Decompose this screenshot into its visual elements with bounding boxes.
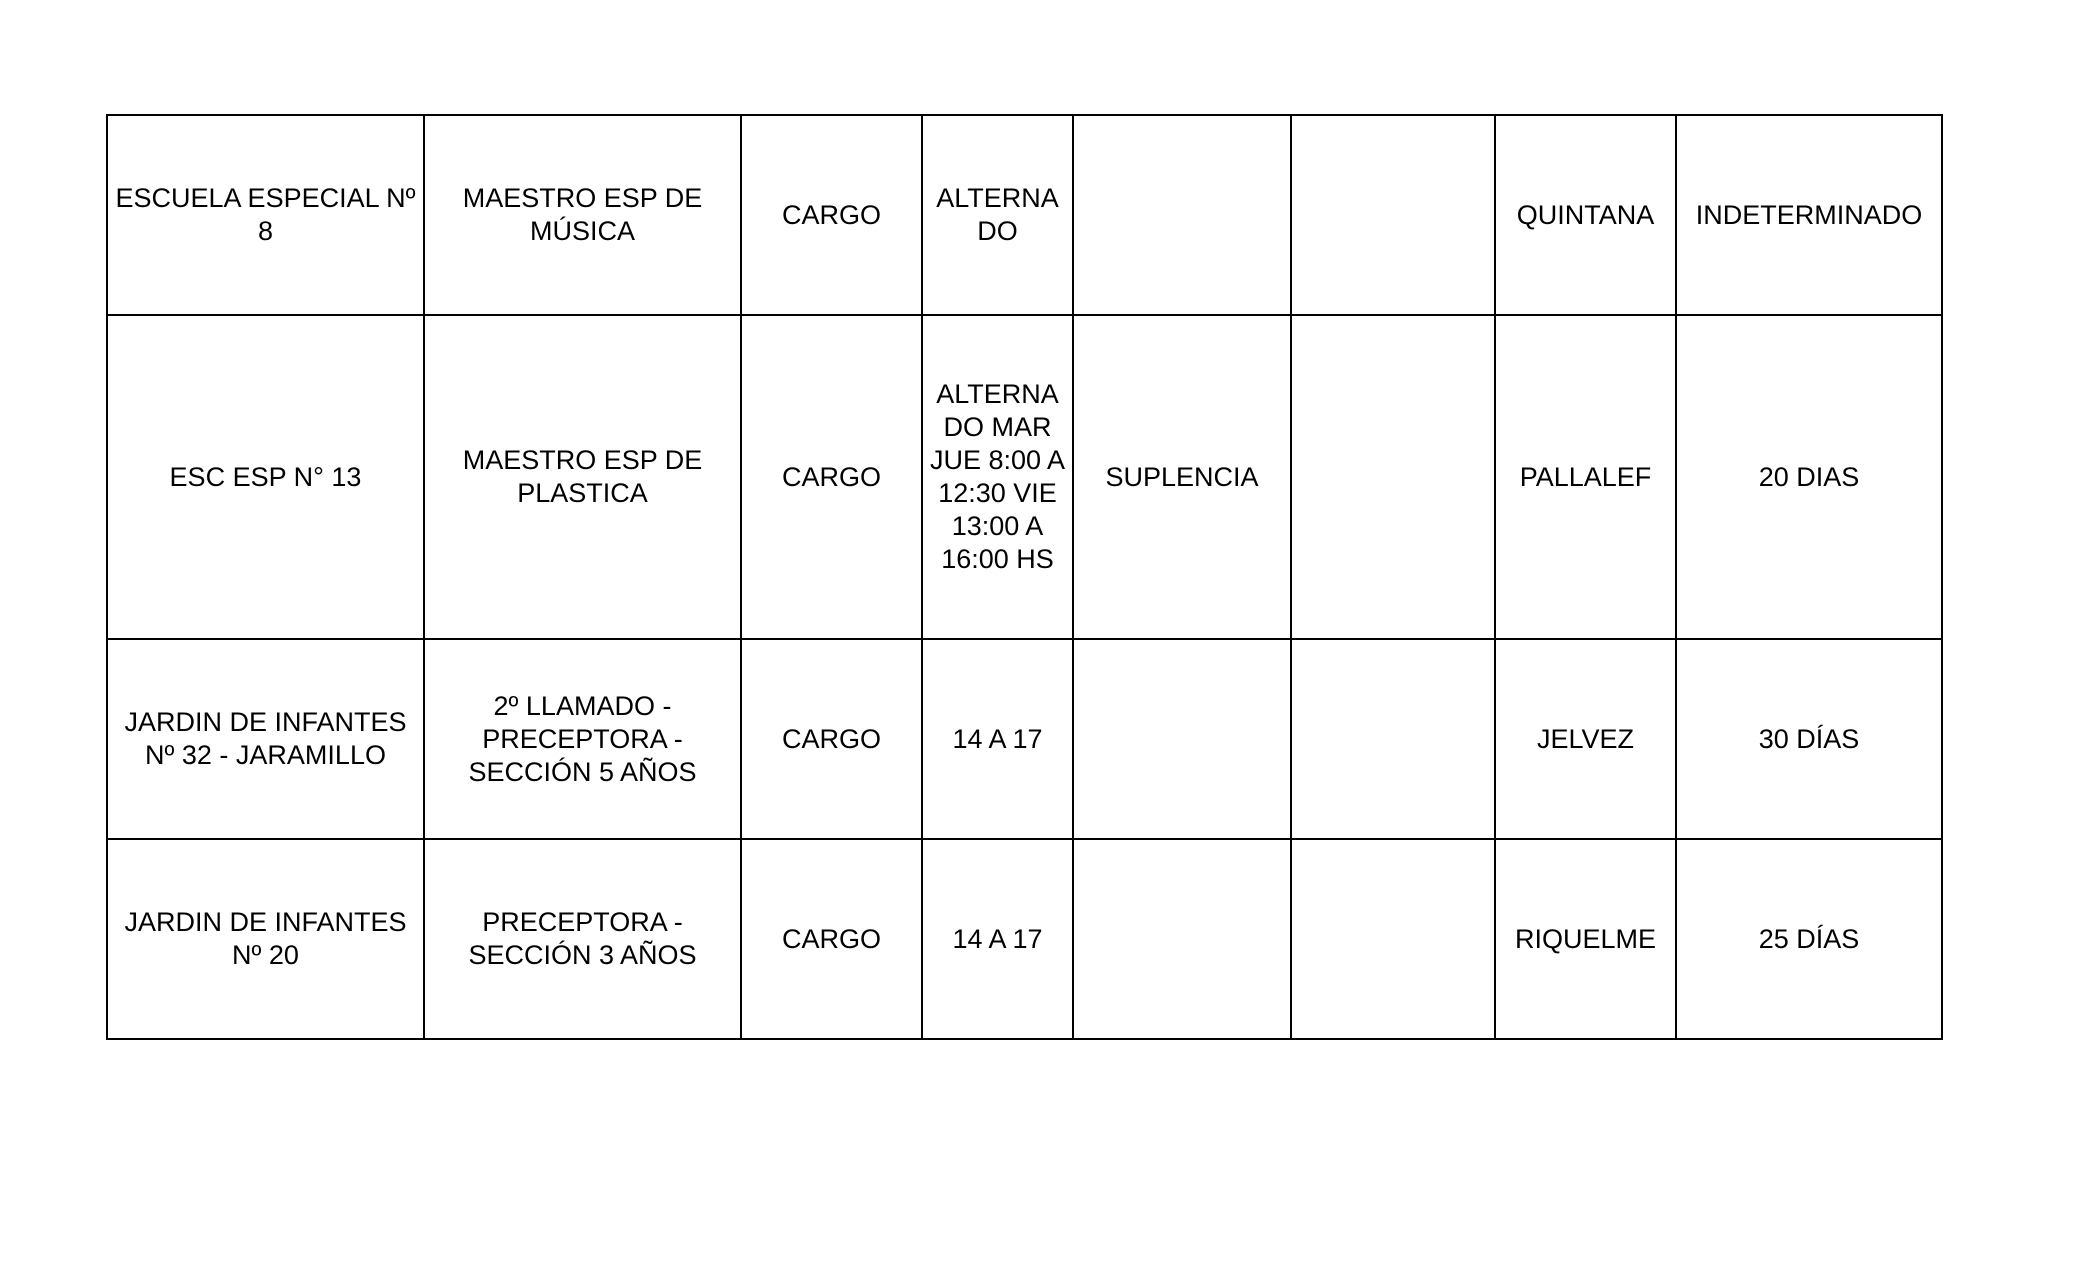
table-row	[107, 315, 1942, 639]
school-cell: JARDIN DE INFANTES Nº 20	[107, 839, 424, 1039]
blank-cell	[1291, 315, 1495, 639]
type-cell: CARGO	[741, 115, 922, 315]
type-cell: CARGO	[741, 315, 922, 639]
vacancies-table	[106, 114, 1943, 1040]
school-cell: ESC ESP N° 13	[107, 315, 424, 639]
table-row	[107, 839, 1942, 1039]
schedule-cell: 14 A 17	[922, 639, 1073, 839]
duration-cell: 20 DIAS	[1676, 315, 1942, 639]
modality-cell: SUPLENCIA	[1073, 315, 1291, 639]
modality-cell	[1073, 839, 1291, 1039]
blank-cell	[1291, 839, 1495, 1039]
teacher-cell: JELVEZ	[1495, 639, 1676, 839]
schedule-cell: ALTERNA DO MAR JUE 8:00 A 12:30 VIE 13:00 A 16:00 HS	[922, 315, 1073, 639]
blank-cell	[1291, 639, 1495, 839]
modality-cell	[1073, 115, 1291, 315]
modality-cell	[1073, 639, 1291, 839]
position-cell: MAESTRO ESP DE MÚSICA	[424, 115, 741, 315]
schedule-cell: 14 A 17	[922, 839, 1073, 1039]
table-row	[107, 639, 1942, 839]
teacher-cell: PALLALEF	[1495, 315, 1676, 639]
table-row	[107, 115, 1942, 315]
school-cell: ESCUELA ESPECIAL Nº 8	[107, 115, 424, 315]
duration-cell: 30 DÍAS	[1676, 639, 1942, 839]
type-cell: CARGO	[741, 839, 922, 1039]
duration-cell: 25 DÍAS	[1676, 839, 1942, 1039]
type-cell: CARGO	[741, 639, 922, 839]
teacher-cell: QUINTANA	[1495, 115, 1676, 315]
position-cell: MAESTRO ESP DE PLASTICA	[424, 315, 741, 639]
school-cell: JARDIN DE INFANTES Nº 32 - JARAMILLO	[107, 639, 424, 839]
blank-cell	[1291, 115, 1495, 315]
position-cell: PRECEPTORA - SECCIÓN 3 AÑOS	[424, 839, 741, 1039]
teacher-cell: RIQUELME	[1495, 839, 1676, 1039]
schedule-cell: ALTERNA DO	[922, 115, 1073, 315]
duration-cell: INDETERMINADO	[1676, 115, 1942, 315]
position-cell: 2º LLAMADO - PRECEPTORA - SECCIÓN 5 AÑOS	[424, 639, 741, 839]
